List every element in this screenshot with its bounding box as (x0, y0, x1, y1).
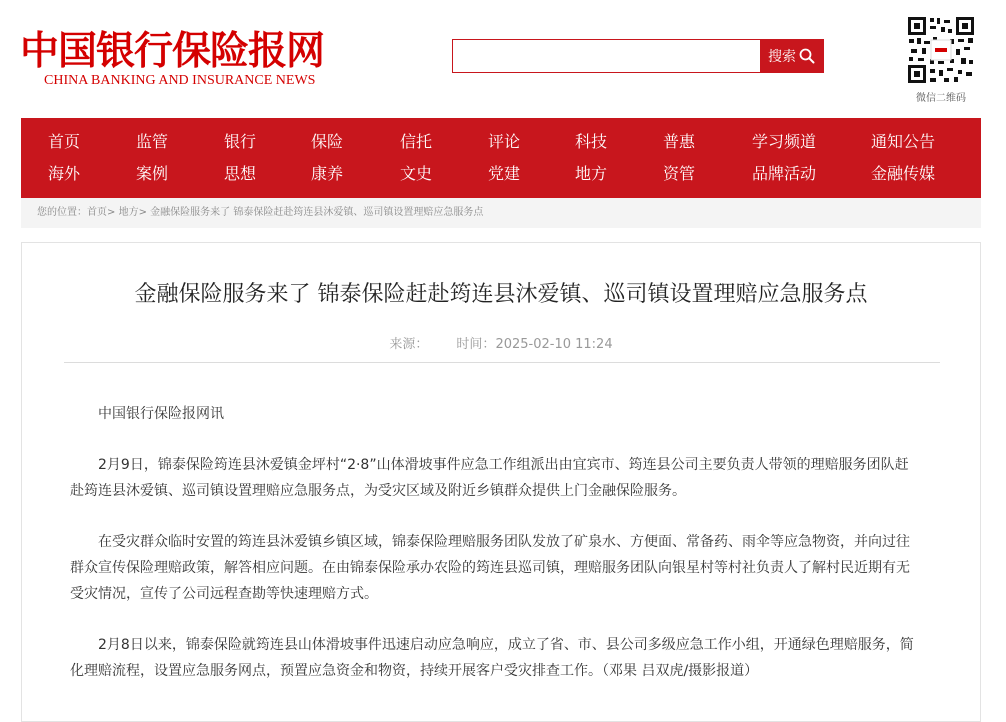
nav-item-thoughts[interactable]: 思想 (224, 164, 257, 183)
site-header (0, 0, 1006, 118)
wechat-qr-block (906, 15, 976, 104)
breadcrumb-separator: > (107, 207, 116, 218)
qr-caption: 微信二维码 (916, 93, 966, 104)
search-button-label: 搜索 (768, 49, 796, 65)
article-body (70, 401, 922, 709)
nav-item-wellness[interactable]: 康养 (311, 164, 344, 183)
breadcrumb-home-link[interactable]: 首页 (87, 207, 107, 218)
nav-item-trust[interactable]: 信托 (400, 132, 433, 151)
nav-item-party-building[interactable]: 党建 (488, 164, 521, 183)
nav-item-banking[interactable]: 银行 (224, 132, 257, 151)
nav-item-culture-history[interactable]: 文史 (400, 164, 433, 183)
breadcrumb-current: 金融保险服务来了 锦泰保险赶赴筠连县沐爱镇、巡司镇设置理赔应急服务点 (150, 207, 484, 218)
article-meta (22, 333, 980, 352)
search-button[interactable] (760, 40, 823, 72)
nav-item-technology[interactable]: 科技 (575, 132, 608, 151)
nav-item-cases[interactable]: 案例 (136, 164, 169, 183)
article-title: 金融保险服务来了 锦泰保险赶赴筠连县沐爱镇、巡司镇设置理赔应急服务点 (134, 282, 868, 307)
main-navigation (21, 118, 981, 198)
search-box (452, 39, 824, 73)
logo-chinese-text: 中国银行保险报网 (20, 28, 325, 74)
logo-english-text: CHINA BANKING AND INSURANCE NEWS (44, 73, 316, 88)
nav-item-overseas[interactable]: 海外 (48, 164, 81, 183)
nav-item-regulation[interactable]: 监管 (136, 132, 169, 151)
article-paragraph: 在受灾群众临时安置的筠连县沐爱镇乡镇区域，锦泰保险理赔服务团队发放了矿泉水、方便面、常备药、雨伞等应急物资，并向过往群众宣传保险理赔政策，解答相应问题。在由锦泰保险承办农险的筠连县巡司镇，理赔服务团队向银星村等村社负责人了解村民近期有无受灾情况，宣传了公司远程查勘等快速理赔方式。 (70, 534, 910, 602)
nav-item-study-channel[interactable]: 学习频道 (752, 132, 817, 151)
nav-item-local[interactable]: 地方 (575, 164, 608, 183)
nav-item-brand-events[interactable]: 品牌活动 (752, 164, 817, 183)
article-paragraph: 2月9日，锦泰保险筠连县沐爱镇金坪村“2·8”山体滑坡事件应急工作组派出由宜宾市、筠连县公司主要负责人带领的理赔服务团队赶赴筠连县沐爱镇、巡司镇设置理赔应急服务点，为受灾区域及附近乡镇群众提供上门金融保险服务。 (70, 457, 909, 499)
nav-item-asset-management[interactable]: 资管 (663, 164, 696, 183)
nav-item-financial-media[interactable]: 金融传媒 (871, 164, 936, 183)
breadcrumb-prefix: 您的位置： (37, 207, 87, 218)
nav-item-notices[interactable]: 通知公告 (871, 132, 936, 151)
wechat-qr-code (906, 15, 976, 85)
title-divider (64, 362, 940, 363)
article-paragraph: 中国银行保险报网讯 (98, 406, 224, 422)
breadcrumb-section-link[interactable]: 地方 (118, 207, 139, 218)
site-logo[interactable] (20, 30, 350, 90)
breadcrumb-separator: > (138, 207, 147, 218)
nav-item-commentary[interactable]: 评论 (488, 132, 521, 151)
breadcrumb (21, 198, 981, 228)
article-container (21, 242, 981, 722)
article-time-label: 时间： (456, 337, 496, 352)
article-paragraph: 2月8日以来，锦泰保险就筠连县山体滑坡事件迅速启动应急响应，成立了省、市、县公司多级应急工作小组，开通绿色理赔服务，简化理赔流程，设置应急服务网点，预置应急资金和物资，持续开展客户受灾排查工作。（邓果 吕双虎/摄影报道） (70, 637, 914, 679)
article-time-value: 2025-02-10 11:24 (495, 337, 613, 352)
search-icon (799, 48, 815, 64)
nav-item-inclusive[interactable]: 普惠 (663, 132, 696, 151)
nav-item-home[interactable]: 首页 (48, 132, 81, 151)
nav-item-insurance[interactable]: 保险 (311, 132, 344, 151)
search-input[interactable] (453, 40, 760, 72)
article-source-label: 来源： (389, 337, 429, 352)
